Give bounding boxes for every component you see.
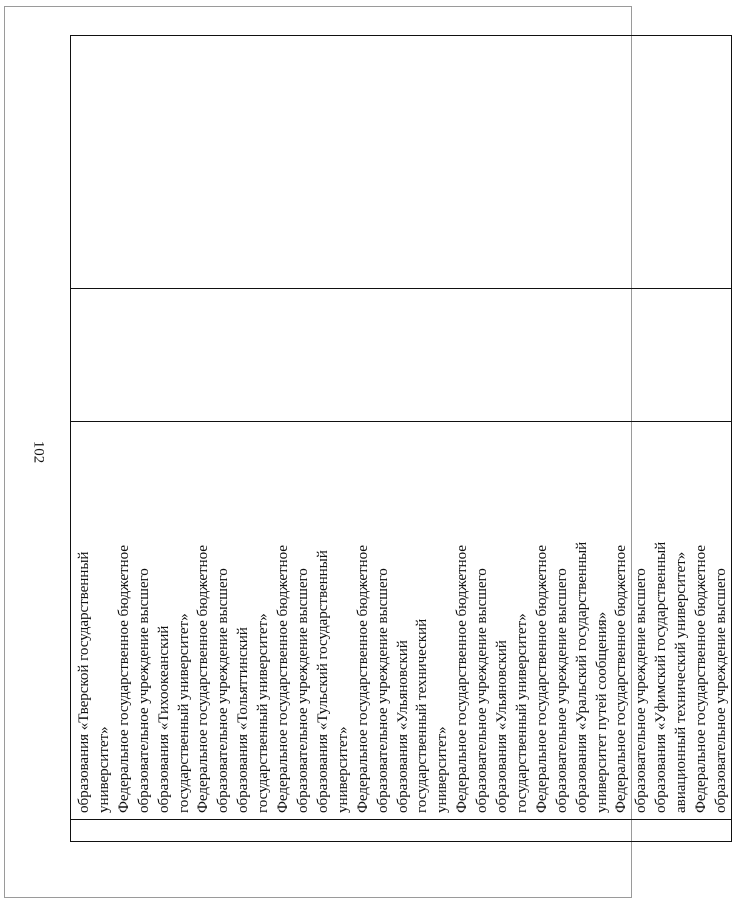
text-line: Федеральное государственное бюджетное	[453, 545, 471, 813]
text-line: образования «Тольяттинский	[234, 627, 252, 813]
institution-names-cell	[71, 422, 732, 820]
text-line: Федеральное государственное бюджетное	[612, 545, 630, 813]
text-line: Федеральное государственное бюджетное	[353, 545, 371, 813]
text-line: Федеральное государственное бюджетное	[532, 545, 550, 813]
text-line: государственный университет»	[254, 613, 272, 813]
text-line: государственный университет»	[512, 613, 530, 813]
text-line: образовательное учреждение высшего	[214, 568, 232, 813]
empty-cell-4	[71, 36, 732, 289]
text-line: Федеральное государственное бюджетное	[692, 545, 710, 813]
text-line: образовательное учреждение высшего	[632, 568, 650, 813]
text-line: образования «Уральский государственный	[572, 541, 590, 813]
institutions-table	[70, 35, 732, 842]
text-line: образовательное учреждение высшего	[373, 568, 391, 813]
text-line: Федеральное государственное бюджетное	[114, 545, 132, 813]
text-line: университет»	[94, 726, 112, 813]
text-line: образования «Тверской государственный	[75, 551, 92, 813]
text-line: образовательное учреждение высшего	[473, 568, 491, 813]
text-line: образовательное учреждение высшего	[134, 568, 152, 813]
text-line: образования «Уфимский государственный	[652, 541, 670, 813]
text-line: авиационный технический университет»	[672, 551, 690, 813]
text-line: образования «Тульский государственный	[313, 550, 331, 813]
page-number: 102	[30, 440, 47, 464]
text-line: Федеральное государственное бюджетное	[274, 545, 292, 813]
text-line: Федеральное государственное бюджетное	[194, 545, 212, 813]
text-line: образования «Ульяновский	[393, 640, 411, 813]
table-wrapper	[70, 36, 729, 842]
text-line: университет»	[433, 726, 451, 813]
text-line: университет путей сообщения»	[592, 611, 610, 813]
text-line: образования «Тихоокеанский	[154, 625, 172, 813]
text-line: государственный университет»	[174, 613, 192, 813]
empty-cell-3	[71, 289, 732, 422]
text-line: образовательное учреждение высшего	[293, 568, 311, 813]
table-row	[71, 36, 732, 842]
text-line: государственный технический	[413, 618, 431, 813]
number-cell	[71, 820, 732, 842]
text-line: образования «Ульяновский	[493, 640, 511, 813]
text-line: образовательное учреждение высшего	[712, 568, 729, 813]
text-line: университет»	[333, 726, 351, 813]
rotated-table	[70, 36, 729, 842]
text-line: образовательное учреждение высшего	[552, 568, 570, 813]
